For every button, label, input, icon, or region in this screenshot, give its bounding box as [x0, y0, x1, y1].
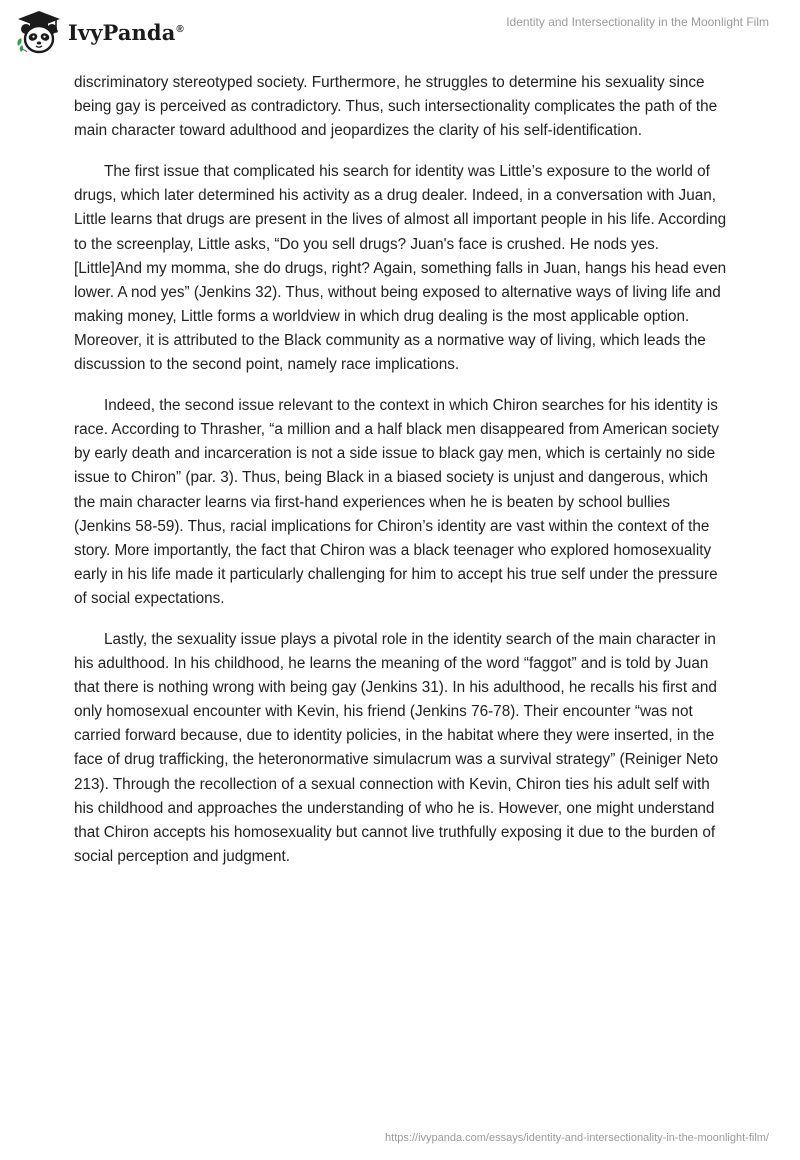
paragraph-sexuality: Lastly, the sexuality issue plays a pivotal role in the identity search of the main character in his adulthood. In his childhood, he learns the meaning of the word “faggot” and is told by Juan that there is nothing wrong with being gay (Jenkins 31). In his adulthood, he recalls his first and only homosexual encounter with Kevin, his friend (Jenkins 76-78). Their encounter “was not carried forward because, due to identity policies, in the habitat where they were inserted, in the face of drug trafficking, the heteronormative simulacrum was a survival strategy” (Reiniger Neto 213). Through the recollection of a sexual connection with Kevin, Chiron ties his adult self with his childhood and approaches the understanding of who he is. However, one might understand that Chiron accepts his homosexuality but cannot live truthfully exposing it due to the burden of social perception and judgment.: [74, 630, 719, 865]
brand-name-text: IvyPanda: [68, 19, 176, 45]
paragraph-drugs: The first issue that complicated his search for identity was Little’s exposure to the world of drugs, which later determined his activity as a drug dealer. Indeed, in a conversation with Juan, Little learns that drugs are present in the lives of almost all important people in his life. According to the screenplay, Little asks, “Do you sell drugs? Juan's face is crushed. He nods yes. [Little]And my momma, she do drugs, right? Again, something falls in Juan, hangs his head even lower. A nod yes” (Jenkins 32). Thus, without being exposed to alternative ways of living life and making money, Little forms a worldview in which drug dealing is the most applicable option. Moreover, it is attributed to the Black community as a normative way of living, which leads the discussion to the second point, namely race implications.: [74, 163, 727, 374]
paragraph-race: Indeed, the second issue relevant to the context in which Chiron searches for his identity is race. According to Thrasher, “a million and a half black men disappeared from American society by early death and incarceration is not a side issue to black gay men, which is certainly no side issue to Chiron” (par. 3). Thus, being Black in a biased society is unjust and dangerous, which the main character learns via first-hand experiences when he is beaten by school bullies (Jenkins 58-59). Thus, racial implications for Chiron’s identity are vast within the context of the story. More importantly, the fact that Chiron was a black teenager who explored homosexuality early in his life made it particularly challenging for him to accept his true self under the pressure of social expectations.: [74, 397, 720, 607]
panda-graduation-cap-icon: [14, 8, 64, 56]
brand-name: [68, 20, 184, 45]
ivypanda-logo[interactable]: [14, 8, 204, 56]
source-url[interactable]: https://ivypanda.com/essays/identity-and-intersectionality-in-the-moonlight-film/: [385, 1132, 769, 1144]
paragraph-continued: discriminatory stereotyped society. Furthermore, he struggles to determine his sexuality since being gay is perceived as contradictory. Thus, such intersectionality complicates the path of the main character toward adulthood and jeopardizes the clarity of his self-identification.: [74, 74, 718, 140]
document-title: Identity and Intersectionality in the Moonlight Film: [506, 15, 769, 29]
registered-mark: ®: [176, 23, 184, 35]
essay-body: [74, 71, 730, 886]
page-header: [0, 0, 800, 68]
